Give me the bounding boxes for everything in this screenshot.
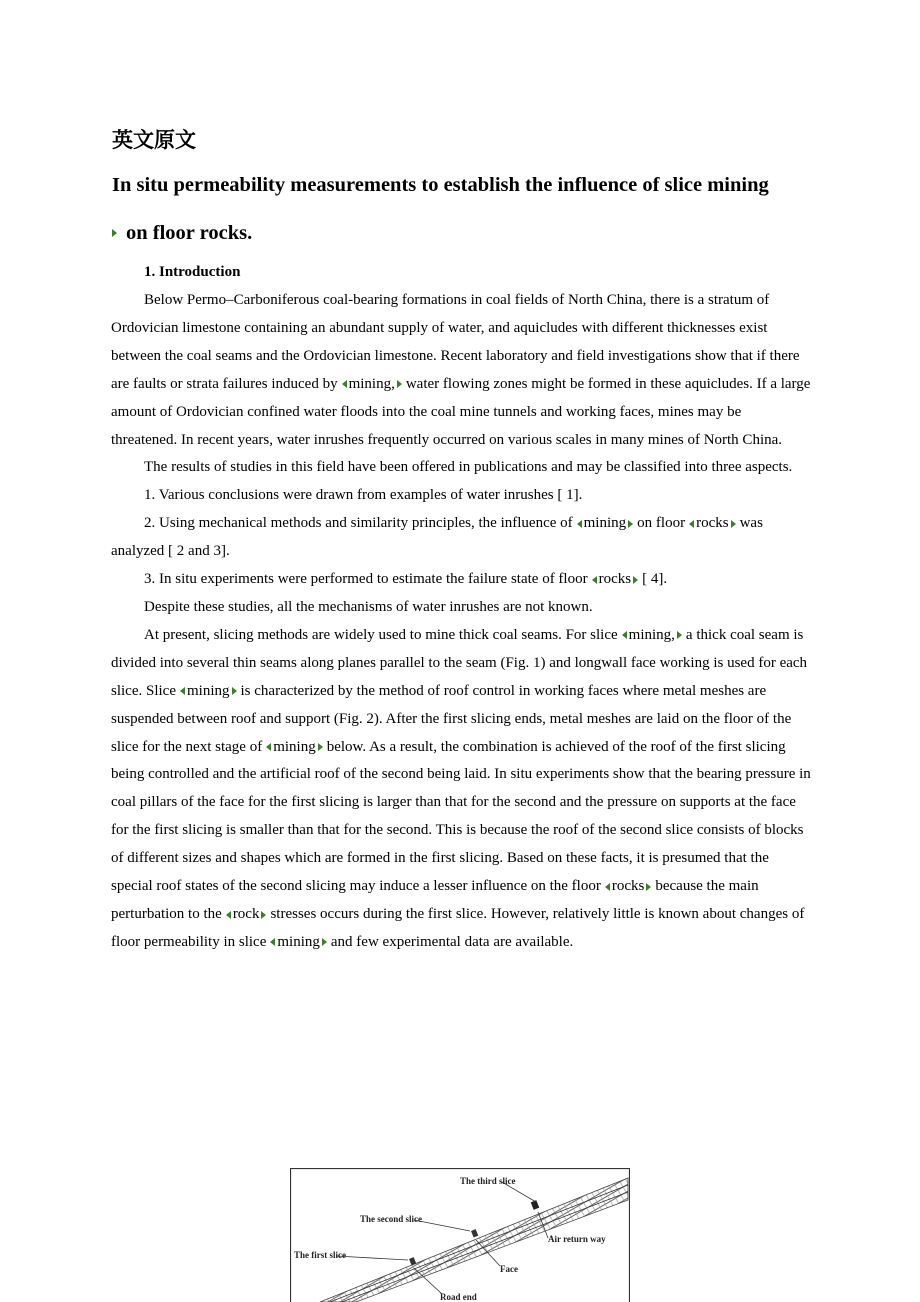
marker-left-icon xyxy=(226,911,231,919)
marker-left-icon xyxy=(592,576,597,584)
label-first-slice: The first slice xyxy=(294,1250,346,1260)
marker-left-icon xyxy=(342,380,347,388)
marker-right-icon xyxy=(677,631,682,639)
paragraph-1: Below Permo–Carboniferous coal-bearing formations in coal fields of North China, there is a stratum of Ordovician limestone containing an abundant supply of water, and aquicludes with different thicknesses exist between the coal seams and the Ordovician limestone. Recent laboratory and field investigations show that if there are faults or strata failures induced by mining, water flowing zones might be formed in these aquicludes. If a large amount of Ordovician confined water floods into the coal mine tunnels and working faces, mines may be threatened. In recent years, water inrushes frequently occurred on various scales in many mines of North China. xyxy=(111,292,811,448)
paper-title-line-2: on floor rocks. xyxy=(126,222,253,244)
marked-word: mining xyxy=(277,933,320,950)
label-road-end: Road end xyxy=(440,1292,477,1302)
marker-left-icon xyxy=(577,520,582,528)
paragraph-7: At present, slicing methods are widely used to mine thick coal seams. For slice mining, a thick coal seam is divided into several thin seams along planes parallel to the seam (Fig. 1) and longwall face working is used for each slice. Slice mining is characterized by the method of roof control in working faces where metal meshes are suspended between roof and support (Fig. 2). After the first slicing ends, metal meshes are laid on the floor of the slice for the next stage of mining below. As a result, the combination is achieved of the roof of the first slicing being controlled and the artificial roof of the second being laid. In situ experiments show that the bearing pressure in coal pillars of the face for the first slicing is larger than that for the second and the pressure on supports at the face for the first slicing is smaller than that for the second. This is because the roof of the second slice consists of blocks of different sizes and shapes which are formed in the first slicing. Based on these facts, it is presumed that the special roof states of the second slicing may induce a lesser influence on the floor rocks because the main perturbation to the rock stresses occurs during the first slice. However, relatively little is known about changes of floor permeability in slice mining and few experimental data are available. xyxy=(111,626,811,950)
marked-word: mining xyxy=(273,738,316,755)
marker-left-icon xyxy=(180,687,185,695)
marker-right-icon xyxy=(322,938,327,946)
slice-diagram xyxy=(290,1168,630,1302)
label-third-slice: The third slice xyxy=(460,1176,516,1186)
paragraph-3: 1. Various conclusions were drawn from examples of water inrushes [ 1]. xyxy=(144,487,583,504)
marked-word: rocks xyxy=(611,878,645,895)
marked-word: rock xyxy=(232,905,260,922)
marked-word: mining, xyxy=(628,626,675,643)
marker-right-icon xyxy=(731,520,736,528)
label-face: Face xyxy=(500,1264,518,1274)
marker-left-icon xyxy=(605,883,610,891)
marker-right-icon xyxy=(633,576,638,584)
marker-left-icon xyxy=(689,520,694,528)
marker-right-icon xyxy=(232,687,237,695)
marker-left-icon xyxy=(270,938,275,946)
paragraph-4: 2. Using mechanical methods and similarity principles, the influence of mining on floor rocks was analyzed [ 2 and 3]. xyxy=(111,515,763,560)
body-text xyxy=(111,287,811,957)
marked-word: mining xyxy=(583,515,627,532)
marker-arrow-icon xyxy=(112,229,117,237)
paper-title-line-1: In situ permeability measurements to establish the influence of slice mining xyxy=(112,174,769,196)
marker-left-icon xyxy=(622,631,627,639)
marked-word: rocks xyxy=(696,515,729,532)
label-second-slice: The second slice xyxy=(360,1214,422,1224)
label-air-return-way: Air return way xyxy=(548,1234,606,1244)
figure-slice-diagram xyxy=(290,1168,630,1302)
marked-word: mining xyxy=(186,682,230,699)
marker-right-icon xyxy=(261,911,266,919)
paragraph-6: Despite these studies, all the mechanisms of water inrushes are not known. xyxy=(144,598,593,615)
marker-right-icon xyxy=(646,883,651,891)
marker-right-icon xyxy=(397,380,402,388)
paragraph-5: 3. In situ experiments were performed to estimate the failure state of floor rocks [ 4]. xyxy=(144,571,668,588)
marked-word: mining, xyxy=(348,375,395,392)
paragraph-2: The results of studies in this field have been offered in publications and may be classified into three aspects. xyxy=(144,459,793,476)
marker-right-icon xyxy=(628,520,633,528)
marked-word: rocks xyxy=(598,571,632,588)
chinese-title: 英文原文 xyxy=(112,128,196,152)
marker-left-icon xyxy=(266,743,271,751)
section-heading: 1. Introduction xyxy=(144,264,241,280)
marker-right-icon xyxy=(318,743,323,751)
